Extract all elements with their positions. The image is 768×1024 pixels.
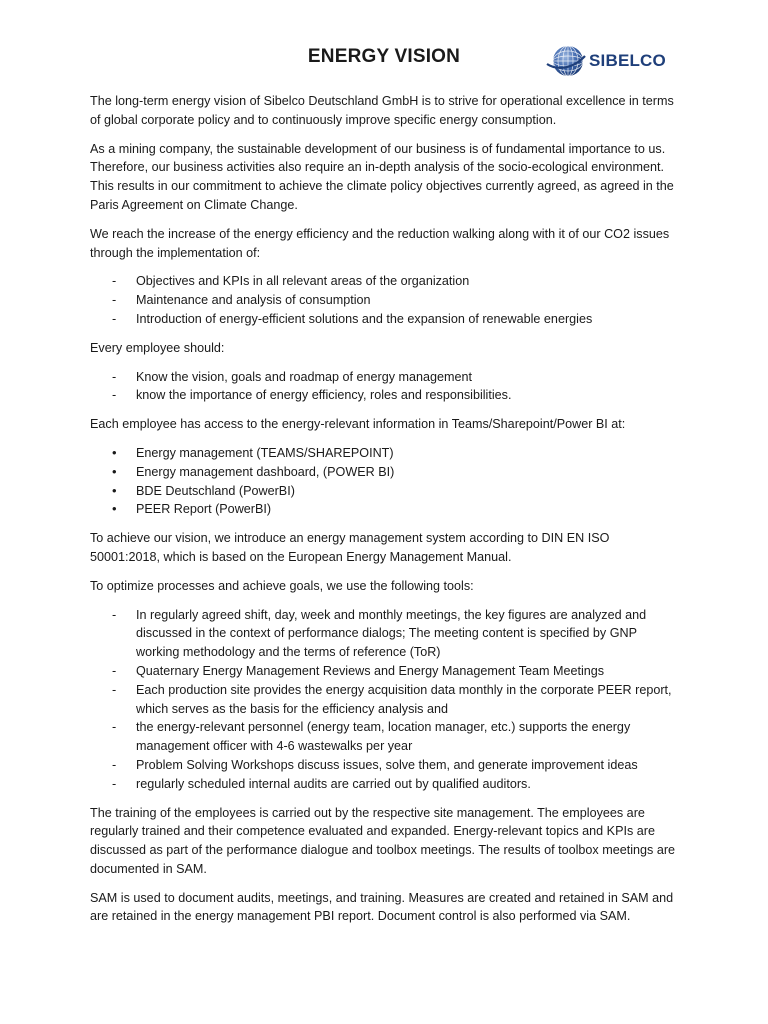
logo-wordmark: SIBELCO xyxy=(589,51,666,70)
list-item: • Energy management (TEAMS/SHAREPOINT) xyxy=(112,444,394,460)
list-item: - regularly scheduled internal audits are carried out by qualified auditors. xyxy=(112,776,531,791)
document-body xyxy=(90,92,682,936)
tools-list xyxy=(90,606,682,794)
list-item: - Maintenance and analysis of consumption xyxy=(112,293,371,308)
paragraph-vision: The long-term energy vision of Sibelco Deutschland GmbH is to strive for operational excellence in terms of global corporate policy and to continuously improve specific energy consumption. xyxy=(90,94,674,127)
paragraph-iso: To achieve our vision, we introduce an energy management system according to DIN EN ISO 50001:2018, which is based on the European Energy Management Manual. xyxy=(90,531,610,564)
list-item: - Objectives and KPIs in all relevant areas of the organization xyxy=(112,274,470,289)
list-item: - Know the vision, goals and roadmap of energy management xyxy=(112,369,473,384)
list-item: - Introduction of energy-efficient solutions and the expansion of renewable energies xyxy=(112,311,593,326)
paragraph-implementation-intro: We reach the increase of the energy efficiency and the reduction walking along with it of our CO2 issues through the implementation of: xyxy=(90,226,670,260)
implementation-list xyxy=(90,272,682,328)
list-item: - Problem Solving Workshops discuss issues, solve them, and generate improvement ideas xyxy=(112,757,638,772)
access-list xyxy=(90,444,682,519)
company-logo xyxy=(546,42,676,80)
list-item: - know the importance of energy efficiency, roles and responsibilities. xyxy=(112,388,512,403)
employee-list xyxy=(90,368,682,406)
list-item: • Energy management dashboard, (POWER BI) xyxy=(112,463,395,479)
paragraph-sam: SAM is used to document audits, meetings, and training. Measures are created and retained in SAM and are retained in the energy management PBI report. Document control is also performed via SAM. xyxy=(90,890,674,924)
paragraph-access: Each employee has access to the energy-relevant information in Teams/Sharepoint/Power BI at: xyxy=(90,417,626,432)
list-item: • BDE Deutschland (PowerBI) xyxy=(112,482,295,498)
paragraph-employee-should: Every employee should: xyxy=(90,340,225,355)
globe-icon xyxy=(546,44,586,78)
list-item: • PEER Report (PowerBI) xyxy=(112,501,272,517)
list-item: - In regularly agreed shift, day, week and monthly meetings, the key figures are analyzed and discussed in the context of performance dialogs; The meeting content is specified by GNP working methodology and the terms of reference (ToR) xyxy=(112,607,647,660)
list-item: - Each production site provides the energy acquisition data monthly in the corporate PEER report, which serves as the basis for the efficiency analysis and xyxy=(112,682,672,716)
paragraph-tools-intro: To optimize processes and achieve goals, we use the following tools: xyxy=(90,578,474,593)
list-item: - the energy-relevant personnel (energy team, location manager, etc.) supports the energy management officer with 4-6 wastewalks per year xyxy=(112,720,631,754)
paragraph-sustainability: As a mining company, the sustainable development of our business is of fundamental importance to us. Therefore, our business activities also require an in-depth analysis of the socio-ecological environment. This results in our commitment to achieve the climate policy objectives currently agreed, as agreed in the Paris Agreement on Climate Change. xyxy=(90,141,674,212)
paragraph-training: The training of the employees is carried out by the respective site management. The employees are regularly trained and their competence evaluated and expanded. Energy-relevant topics and KPIs are discussed as part of the performance dialogue and toolbox meetings. The results of toolbox meetings are documented in SAM. xyxy=(90,805,676,876)
list-item: - Quaternary Energy Management Reviews and Energy Management Team Meetings xyxy=(112,663,605,678)
page-title: ENERGY VISION xyxy=(307,46,461,67)
